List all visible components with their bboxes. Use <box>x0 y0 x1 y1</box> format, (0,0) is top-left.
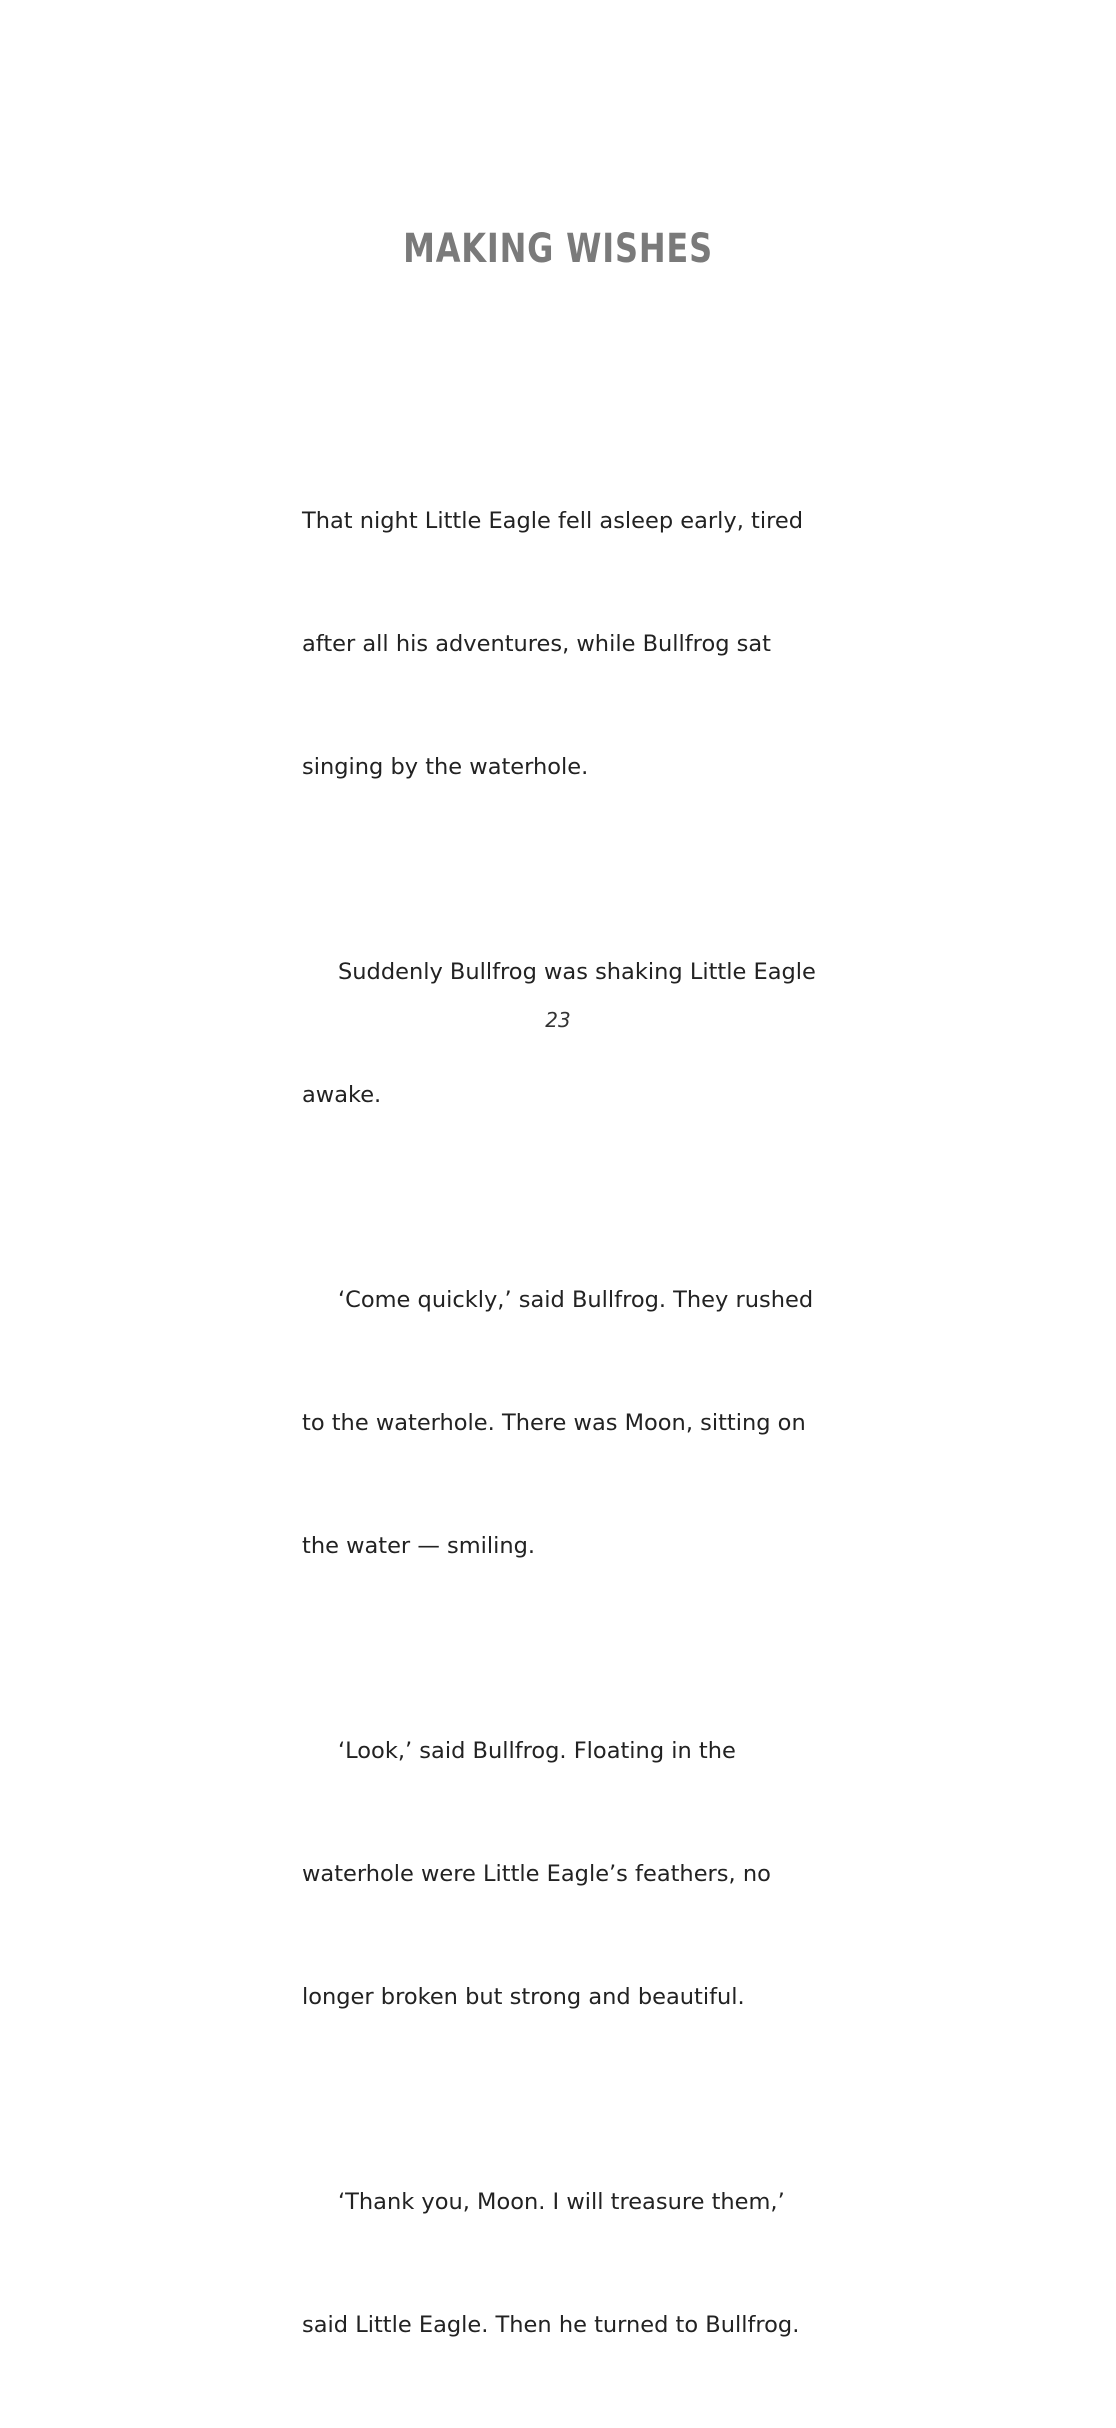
paragraph <box>302 1649 822 2100</box>
text-line: ‘Look,’ said Bullfrog. Floating in the <box>338 1738 736 1764</box>
text-line: That night Little Eagle fell asleep early, tired <box>302 508 804 534</box>
text-line: awake. <box>302 1082 382 1108</box>
paragraph <box>302 870 822 1198</box>
text-line: ‘Come quickly,’ said Bullfrog. They rushed <box>338 1287 814 1313</box>
text-line: Suddenly Bullfrog was shaking Little Eagle <box>338 959 816 985</box>
text-line: ‘Thank you, Moon. I will treasure them,’ <box>338 2189 785 2215</box>
page-number: 23 <box>545 1008 571 1032</box>
paragraph <box>302 419 822 870</box>
paragraph <box>302 2100 822 2428</box>
text-line: waterhole were Little Eagle’s feathers, no <box>302 1861 771 1887</box>
text-line: singing by the waterhole. <box>302 754 589 780</box>
text-line: after all his adventures, while Bullfrog sat <box>302 631 771 657</box>
text-line: the water — smiling. <box>302 1533 536 1559</box>
paragraph <box>302 1198 822 1649</box>
chapter-title: MAKING WISHES <box>403 226 713 272</box>
text-line: said Little Eagle. Then he turned to Bullfrog. <box>302 2312 800 2338</box>
body-text <box>302 419 822 2428</box>
text-line: longer broken but strong and beautiful. <box>302 1984 745 2010</box>
text-line: to the waterhole. There was Moon, sitting on <box>302 1410 806 1436</box>
